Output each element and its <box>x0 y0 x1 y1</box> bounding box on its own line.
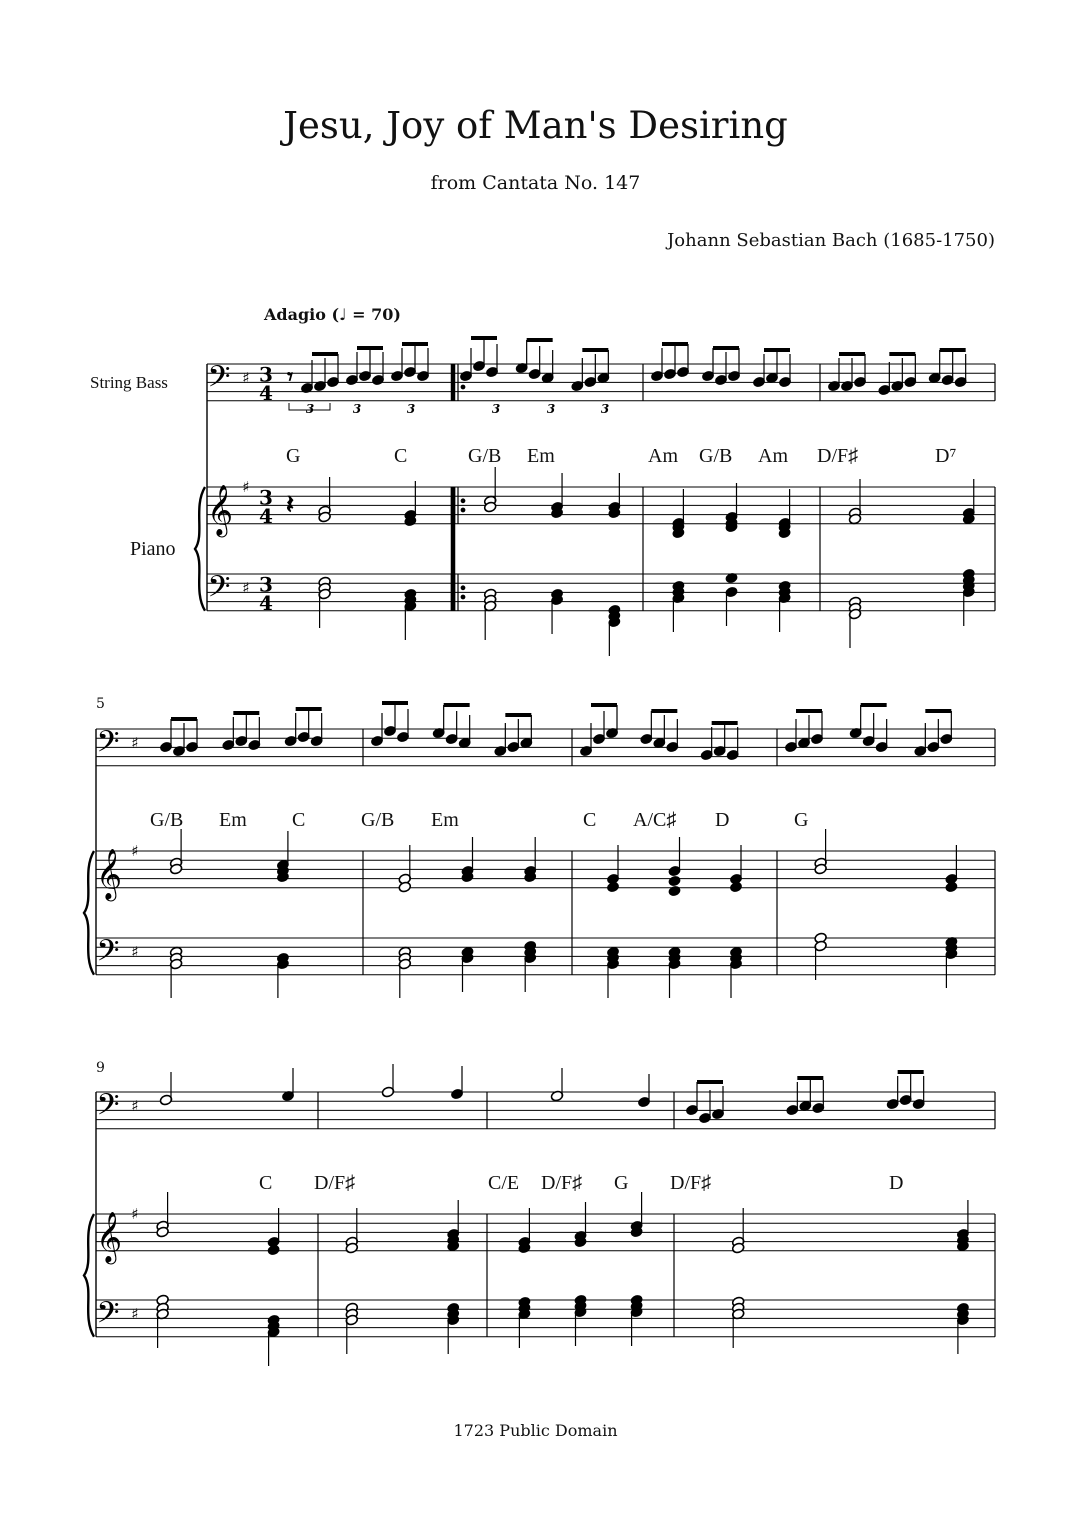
chord-symbol: C <box>583 809 597 831</box>
chord-symbol: C/E <box>488 1172 520 1194</box>
key-signature-sharp: ♯ <box>131 1304 139 1323</box>
treble-clef: 𝄞 <box>95 848 123 900</box>
key-signature-sharp: ♯ <box>131 1096 139 1115</box>
piano-brace <box>195 487 205 611</box>
chord-symbol: G/B <box>468 445 502 467</box>
bar-number: 5 <box>96 696 105 712</box>
repeat-dot <box>461 508 465 512</box>
notehead <box>668 875 681 887</box>
tuplet-number: 3 <box>600 402 610 416</box>
notes <box>156 338 976 1366</box>
time-signature-bottom: 4 <box>259 503 273 528</box>
chord-symbol: Em <box>431 809 459 831</box>
bass-clef: 𝄢 <box>96 1296 120 1338</box>
treble-clef: 𝄞 <box>206 484 234 536</box>
composer-credit: Johann Sebastian Bach (1685-1750) <box>667 230 995 251</box>
tuplet-number: 3 <box>406 402 416 416</box>
piano-brace <box>84 851 94 975</box>
bass-clef: 𝄢 <box>207 570 231 612</box>
bass-clef: 𝄢 <box>96 725 120 767</box>
bass-clef: 𝄢 <box>96 934 120 976</box>
instrument-name-piano: Piano <box>130 538 176 560</box>
chord-symbol: G <box>286 445 301 467</box>
chord-symbol: D <box>715 809 730 831</box>
key-signature-sharp: ♯ <box>131 942 139 961</box>
chord-symbol: D <box>889 1172 904 1194</box>
key-signature-sharp: ♯ <box>131 733 139 752</box>
chord-symbol: G <box>614 1172 629 1194</box>
tuplet-number: 3 <box>305 402 315 416</box>
notehead <box>945 881 958 893</box>
chord-symbol: Em <box>219 809 247 831</box>
notehead <box>267 1244 280 1256</box>
quarter-rest: 𝄽 <box>286 489 294 520</box>
key-signature-sharp: ♯ <box>131 842 139 860</box>
repeat-dot <box>461 586 465 590</box>
piece-subtitle: from Cantata No. 147 <box>430 172 641 194</box>
time-signature-top: 3 <box>259 572 273 597</box>
notehead <box>729 881 742 893</box>
key-signature-sharp: ♯ <box>131 1205 139 1223</box>
chord-symbol: D/F♯ <box>670 1172 712 1194</box>
chord-symbol: C <box>394 445 408 467</box>
piece-title: Jesu, Joy of Man's Desiring <box>283 104 788 147</box>
instrument-name-bass: String Bass <box>90 373 168 392</box>
chord-symbol: Am <box>758 445 788 467</box>
tuplet-number: 3 <box>352 402 362 416</box>
bass-clef: 𝄢 <box>96 1088 120 1130</box>
chord-symbol: Am <box>648 445 678 467</box>
time-signature-top: 3 <box>259 362 273 387</box>
chord-symbol: D/F♯ <box>817 445 859 467</box>
tuplet-marks <box>289 402 609 416</box>
chord-symbol: G/B <box>361 809 395 831</box>
tuplet-number: 3 <box>491 402 501 416</box>
time-signature-top: 3 <box>259 485 273 510</box>
chord-symbol: G <box>794 809 809 831</box>
copyright-footer: 1723 Public Domain <box>453 1421 618 1440</box>
treble-clef: 𝄞 <box>95 1211 123 1263</box>
chord-symbol: D/F♯ <box>541 1172 583 1194</box>
chord-symbol: G/B <box>699 445 733 467</box>
repeat-dot <box>461 385 465 389</box>
time-signature-bottom: 4 <box>259 590 273 615</box>
tuplet-number: 3 <box>546 402 556 416</box>
tempo-marking: Adagio (♩ = 70) <box>264 305 401 324</box>
chord-symbol: D⁷ <box>935 445 957 467</box>
chord-symbol: C <box>292 809 306 831</box>
time-signature-bottom: 4 <box>259 380 273 405</box>
notehead <box>668 885 681 897</box>
bar-number: 9 <box>96 1060 105 1076</box>
piano-brace <box>84 1214 94 1337</box>
chord-symbol: G/B <box>150 809 184 831</box>
key-signature-sharp: ♯ <box>242 368 250 387</box>
eighth-rest: 𝄾 <box>287 365 293 391</box>
bass-clef: 𝄢 <box>207 360 231 402</box>
key-signature-sharp: ♯ <box>242 578 250 597</box>
chord-symbol: A/C♯ <box>633 809 677 831</box>
clefs <box>84 361 273 1338</box>
repeat-dot <box>461 499 465 503</box>
notehead <box>606 881 619 893</box>
repeat-dot <box>461 595 465 599</box>
chord-symbol: C <box>259 1172 273 1194</box>
key-signature-sharp: ♯ <box>242 478 250 496</box>
chord-symbol: Em <box>527 445 555 467</box>
chord-symbol: D/F♯ <box>314 1172 356 1194</box>
